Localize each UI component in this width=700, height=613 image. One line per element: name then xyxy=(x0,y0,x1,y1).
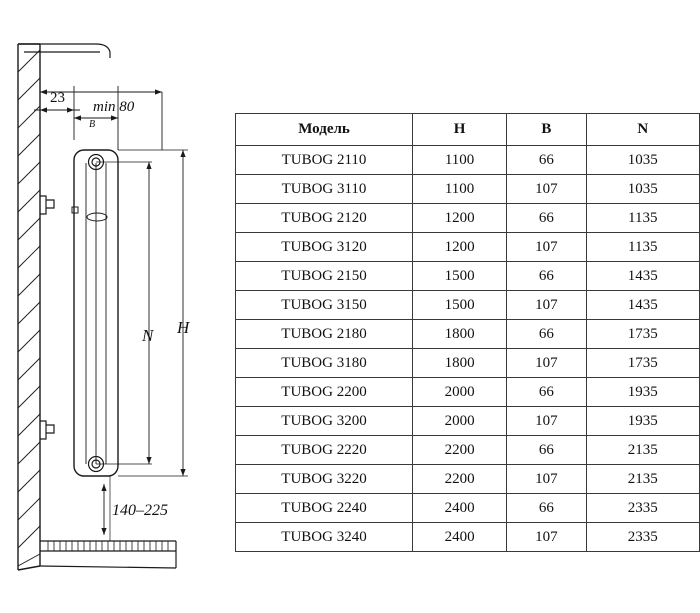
table-row xyxy=(236,175,700,204)
cell-h: 2200 xyxy=(413,465,507,494)
radiator-body xyxy=(72,150,118,476)
cell-b: 66 xyxy=(507,378,586,407)
column-header-h: H xyxy=(413,114,507,146)
cell-model: TUBOG 2220 xyxy=(236,436,413,465)
cell-n: 1435 xyxy=(586,262,700,291)
cell-n: 1735 xyxy=(586,320,700,349)
cell-model: TUBOG 2240 xyxy=(236,494,413,523)
table-row xyxy=(236,146,700,175)
dim-b xyxy=(74,86,118,150)
cell-h: 1800 xyxy=(413,320,507,349)
cell-b: 66 xyxy=(507,262,586,291)
cell-model: TUBOG 2120 xyxy=(236,204,413,233)
cell-b: 66 xyxy=(507,436,586,465)
cell-model: TUBOG 3180 xyxy=(236,349,413,378)
dim-label-min-clearance: min 80 xyxy=(93,99,135,115)
cell-n: 1035 xyxy=(586,146,700,175)
table-header-row xyxy=(236,114,700,146)
cell-model: TUBOG 3110 xyxy=(236,175,413,204)
cell-b: 107 xyxy=(507,523,586,552)
cell-b: 107 xyxy=(507,407,586,436)
cell-b: 66 xyxy=(507,146,586,175)
cell-model: TUBOG 2150 xyxy=(236,262,413,291)
wall-hatching xyxy=(18,50,40,566)
wall-bracket-upper xyxy=(40,196,54,214)
radiator-spec-table xyxy=(235,113,700,552)
cell-n: 2135 xyxy=(586,465,700,494)
cell-b: 107 xyxy=(507,175,586,204)
cell-h: 1200 xyxy=(413,233,507,262)
drawing-canvas xyxy=(0,0,230,613)
table-row xyxy=(236,465,700,494)
cell-model: TUBOG 2200 xyxy=(236,378,413,407)
cell-n: 1435 xyxy=(586,291,700,320)
cell-h: 2000 xyxy=(413,407,507,436)
table-row xyxy=(236,378,700,407)
table-body xyxy=(236,146,700,552)
table-row xyxy=(236,523,700,552)
ceiling-slab xyxy=(18,44,110,58)
cell-n: 2135 xyxy=(586,436,700,465)
cell-model: TUBOG 3200 xyxy=(236,407,413,436)
dim-label-h: H xyxy=(177,318,190,337)
dim-floor-clearance xyxy=(101,476,110,541)
cell-h: 1100 xyxy=(413,175,507,204)
wall-bracket-lower xyxy=(40,421,54,439)
installation-drawing xyxy=(0,0,230,613)
cell-h: 2400 xyxy=(413,494,507,523)
cell-model: TUBOG 3220 xyxy=(236,465,413,494)
cell-h: 1100 xyxy=(413,146,507,175)
cell-h: 2200 xyxy=(413,436,507,465)
cell-h: 2000 xyxy=(413,378,507,407)
dim-label-n: N xyxy=(142,326,154,345)
cell-model: TUBOG 2110 xyxy=(236,146,413,175)
cell-h: 1500 xyxy=(413,291,507,320)
cell-n: 2335 xyxy=(586,494,700,523)
cell-h: 2400 xyxy=(413,523,507,552)
cell-b: 66 xyxy=(507,320,586,349)
table-row xyxy=(236,320,700,349)
cell-n: 1735 xyxy=(586,349,700,378)
cell-n: 1935 xyxy=(586,378,700,407)
cell-n: 1135 xyxy=(586,233,700,262)
table-row xyxy=(236,436,700,465)
cell-b: 66 xyxy=(507,204,586,233)
cell-h: 1500 xyxy=(413,262,507,291)
cell-b: 66 xyxy=(507,494,586,523)
cell-model: TUBOG 3120 xyxy=(236,233,413,262)
cell-b: 107 xyxy=(507,465,586,494)
floor-hatching xyxy=(48,541,168,551)
dim-label-b: B xyxy=(89,119,96,130)
cell-b: 107 xyxy=(507,291,586,320)
column-header-model: Модель xyxy=(236,114,413,146)
cell-b: 107 xyxy=(507,349,586,378)
table-row xyxy=(236,349,700,378)
wall-section xyxy=(18,44,40,570)
cell-n: 2335 xyxy=(586,523,700,552)
cell-n: 1135 xyxy=(586,204,700,233)
cell-model: TUBOG 3240 xyxy=(236,523,413,552)
table-row xyxy=(236,233,700,262)
cell-h: 1200 xyxy=(413,204,507,233)
table-row xyxy=(236,291,700,320)
dim-label-floor-clearance: 140–225 xyxy=(112,502,168,519)
cell-model: TUBOG 3150 xyxy=(236,291,413,320)
cell-h: 1800 xyxy=(413,349,507,378)
column-header-n: N xyxy=(586,114,700,146)
spec-table-container xyxy=(235,113,700,552)
dim-h xyxy=(118,150,188,476)
dim-label-offset-23: 23 xyxy=(50,90,65,106)
column-header-b: B xyxy=(507,114,586,146)
cell-model: TUBOG 2180 xyxy=(236,320,413,349)
table-row xyxy=(236,204,700,233)
cell-n: 1935 xyxy=(586,407,700,436)
cell-b: 107 xyxy=(507,233,586,262)
dim-n xyxy=(96,162,152,464)
cell-n: 1035 xyxy=(586,175,700,204)
table-row xyxy=(236,494,700,523)
table-row xyxy=(236,262,700,291)
table-head xyxy=(236,114,700,146)
table-row xyxy=(236,407,700,436)
